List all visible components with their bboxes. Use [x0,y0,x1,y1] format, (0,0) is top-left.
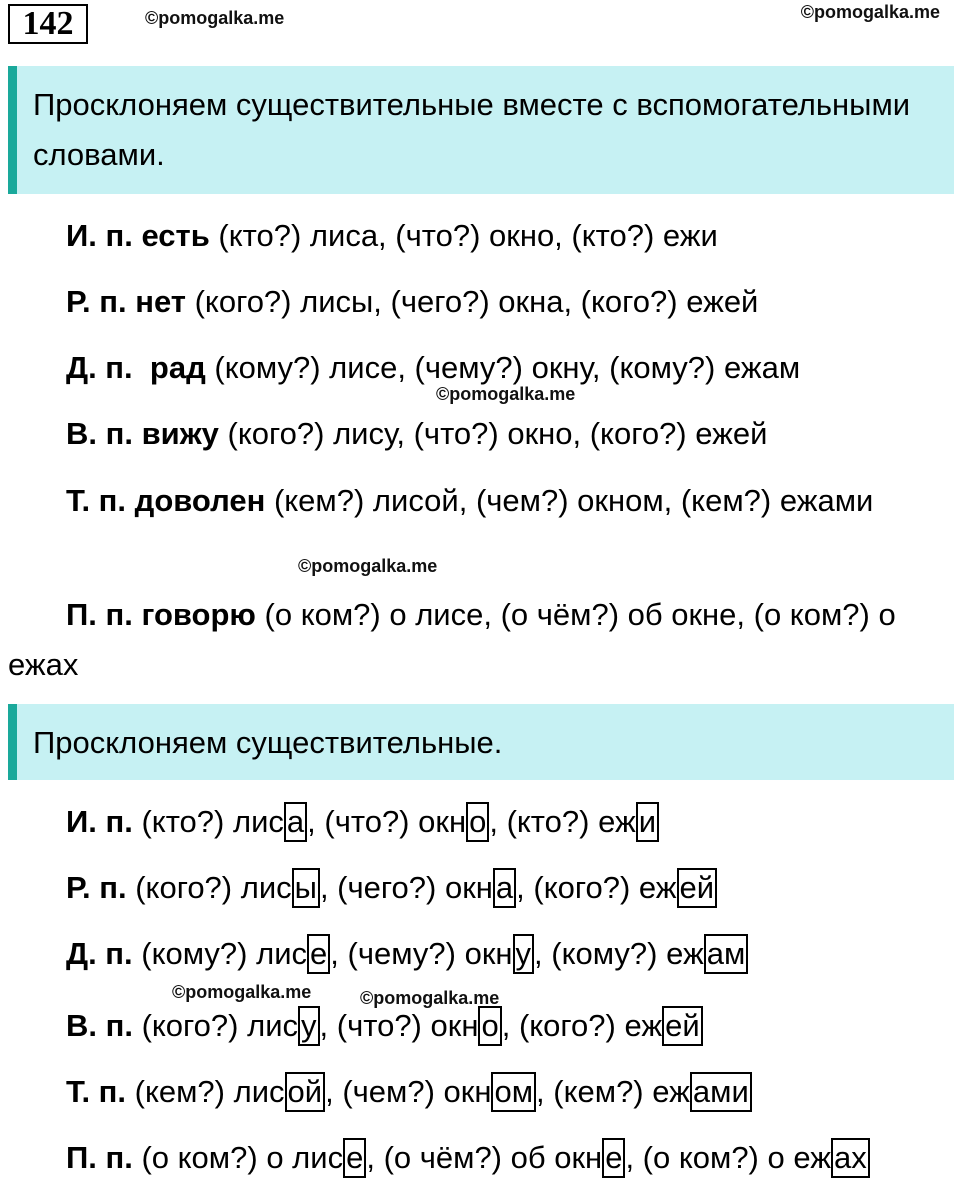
helper-word: говорю [141,597,256,632]
stem: еж [598,804,636,839]
section2-row: Д. п. (кому?) лисе, (чему?) окну, (кому?) ежам [8,922,950,986]
ending-box: у [513,934,535,974]
question: (кому?) [551,936,658,971]
stem: еж [624,1008,663,1043]
stem: окн [430,1008,479,1043]
stem: окн [464,936,513,971]
ending-box: у [298,1006,320,1046]
section1-title-banner [8,66,954,194]
question: (кто?) [506,804,590,839]
helper-word: вижу [141,416,219,451]
watermark: ©pomogalka.me [436,384,576,404]
stem: окн [443,1074,492,1109]
question: (что?) [324,804,410,839]
stem: лис [247,1008,299,1043]
ending-box: ей [677,868,718,908]
watermark: ©pomogalka.me [172,982,312,1002]
section2-title-banner [8,704,954,780]
section1-row [8,402,950,466]
question: (что?) [336,1008,422,1043]
ending-box: ом [491,1072,536,1112]
question: (чего?) [337,870,437,905]
section1-row [8,476,950,526]
helper-word: нет [135,284,186,319]
question: (о ком?) [642,1140,759,1175]
case-label: Т. п. [66,1074,127,1109]
case-label: Т. п. [66,483,127,518]
stem: лис [233,1074,285,1109]
question: (кем?) [134,1074,225,1109]
ending-box: ами [690,1072,752,1112]
stem: окн [444,870,493,905]
case-label: И. п. [66,804,133,839]
section1-title: Просклоняем существительные вместе с вспомогательными словами. [33,87,911,172]
ending-box: е [307,934,330,974]
section2-row: П. п. (о ком?) о лисе, (о чём?) об окне, (о ком?) о ежах [8,1126,950,1190]
question: (кого?) [141,1008,239,1043]
case-label: Д. п. [66,936,133,971]
ending-box: ах [831,1138,870,1178]
stem: о еж [767,1140,831,1175]
helper-word: доволен [134,483,266,518]
case-label: Р. п. [66,870,127,905]
stem: еж [666,936,704,971]
watermark: ©pomogalka.me [800,2,940,22]
question: (кто?) [141,804,225,839]
row-text: (о ком?) о лисе, (о чём?) об окне, (о ком?) о ежах [8,597,896,682]
ending-box: е [602,1138,625,1178]
ending-box: ой [285,1072,326,1112]
row-text: (кто?) лиса, (что?) окно, (кто?) ежи [218,218,718,253]
question: (кому?) [141,936,248,971]
section1-row [8,590,950,690]
case-label: Д. п. [66,350,133,385]
row-text: (кому?) лисе, (чему?) окну, (кому?) ежам [214,350,801,385]
ending-box: ы [292,868,320,908]
watermark: ©pomogalka.me [360,988,500,1008]
row-text: (кого?) лисы, (чего?) окна, (кого?) ежей [194,284,759,319]
exercise-number: 142 [8,4,88,44]
row-text: (кем?) лисой, (чем?) окном, (кем?) ежами [273,483,874,518]
ending-box: а [284,802,307,842]
helper-word: есть [141,218,210,253]
ending-box: и [636,802,659,842]
question: (кого?) [518,1008,616,1043]
question: (кого?) [135,870,233,905]
case-label: В. п. [66,1008,133,1043]
stem: лис [232,804,284,839]
question: (о ком?) [141,1140,258,1175]
section1-row [8,204,950,268]
case-label: И. п. [66,218,133,253]
case-label: П. п. [66,597,133,632]
watermark: ©pomogalka.me [145,8,285,28]
ending-box: о [478,1006,501,1046]
helper-word: рад [149,350,206,385]
section2-row: В. п. (кого?) лису, (что?) окно, (кого?) ежей [8,994,950,1058]
section1-row [8,270,950,334]
case-label: В. п. [66,416,133,451]
stem: о лис [266,1140,344,1175]
question: (о чём?) [383,1140,503,1175]
row-text: (кого?) лису, (что?) окно, (кого?) ежей [227,416,768,451]
ending-box: е [343,1138,366,1178]
section2-row: И. п. (кто?) лиса, (что?) окно, (кто?) ежи [8,790,950,854]
case-label: Р. п. [66,284,127,319]
watermark: ©pomogalka.me [298,556,438,576]
stem: об окн [510,1140,603,1175]
section2-title: Просклоняем существительные. [33,725,503,760]
stem: еж [652,1074,690,1109]
question: (чем?) [342,1074,435,1109]
ending-box: ей [662,1006,703,1046]
stem: лис [256,936,308,971]
section2-row: Р. п. (кого?) лисы, (чего?) окна, (кого?) ежей [8,856,950,920]
ending-box: а [493,868,516,908]
case-label: П. п. [66,1140,133,1175]
stem: лис [240,870,292,905]
question: (чему?) [347,936,456,971]
question: (кем?) [553,1074,644,1109]
section2-row: Т. п. (кем?) лисой, (чем?) окном, (кем?) ежами [8,1060,950,1124]
stem: окн [418,804,467,839]
ending-box: ам [704,934,749,974]
question: (кого?) [533,870,631,905]
ending-box: о [466,802,489,842]
stem: еж [638,870,677,905]
